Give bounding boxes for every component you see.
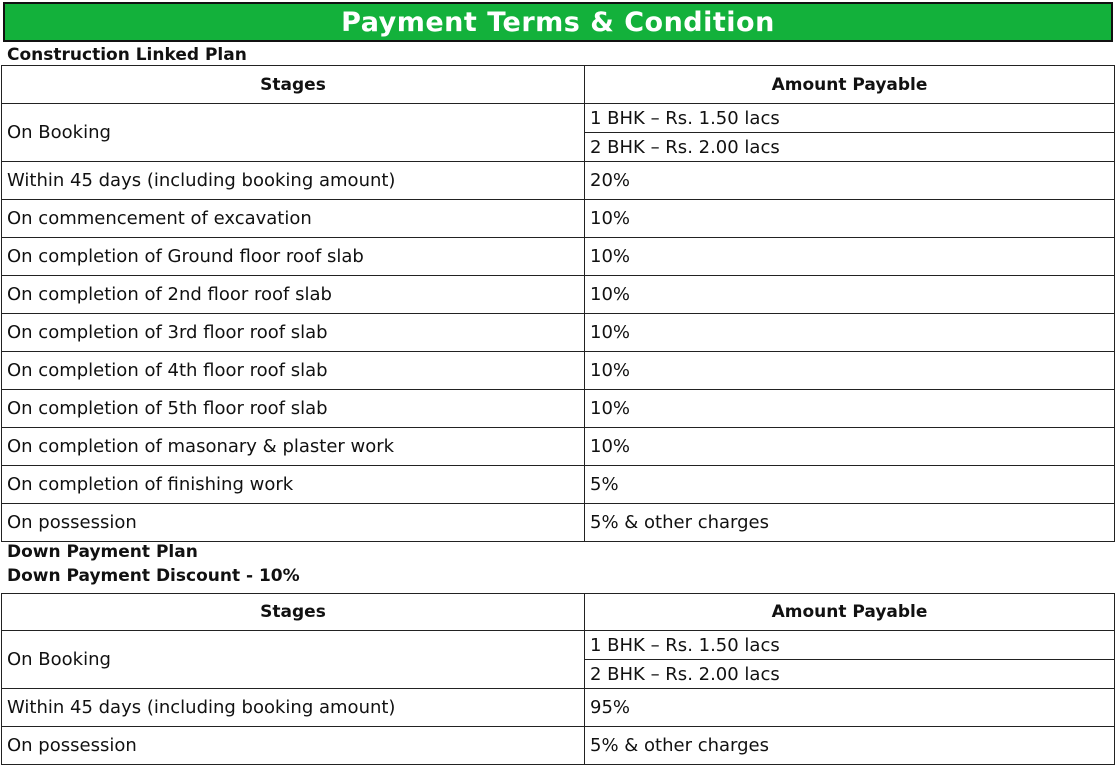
table-row (2, 727, 1115, 765)
stage-cell: On completion of finishing work (2, 466, 585, 504)
table-row (2, 504, 1115, 542)
table-header-row (2, 594, 1115, 631)
table-row (2, 428, 1115, 466)
stage-cell: Within 45 days (including booking amount) (2, 162, 585, 200)
amount-cell: 10% (585, 390, 1115, 428)
table-row (2, 689, 1115, 727)
amount-cell: 10% (585, 352, 1115, 390)
amount-cell: 20% (585, 162, 1115, 200)
amount-cell: 10% (585, 428, 1115, 466)
table-row (2, 104, 1115, 133)
amount-cell: 10% (585, 200, 1115, 238)
stage-cell: On completion of 3rd floor roof slab (2, 314, 585, 352)
amount-cell: 10% (585, 314, 1115, 352)
down-payment-discount: Down Payment Discount - 10% (7, 566, 300, 586)
booking-stage-cell: On Booking (2, 631, 585, 689)
amount-cell: 5% (585, 466, 1115, 504)
booking-amount-2bhk: 2 BHK – Rs. 2.00 lacs (585, 133, 1115, 162)
column-header-amount: Amount Payable (585, 66, 1115, 104)
stage-cell: On completion of Ground floor roof slab (2, 238, 585, 276)
column-header-stages: Stages (2, 66, 585, 104)
down-payment-plan-title: Down Payment Plan (7, 542, 198, 562)
stage-cell: Within 45 days (including booking amount) (2, 689, 585, 727)
amount-cell: 10% (585, 238, 1115, 276)
table-row (2, 162, 1115, 200)
column-header-stages: Stages (2, 594, 585, 631)
stage-cell: On completion of 4th floor roof slab (2, 352, 585, 390)
construction-plan-table (1, 65, 1115, 542)
page-title-banner (3, 2, 1113, 42)
table-row (2, 314, 1115, 352)
amount-cell: 10% (585, 276, 1115, 314)
stage-cell: On completion of 2nd floor roof slab (2, 276, 585, 314)
table-row (2, 352, 1115, 390)
amount-cell: 95% (585, 689, 1115, 727)
construction-plan-title: Construction Linked Plan (7, 45, 247, 65)
stage-cell: On completion of 5th floor roof slab (2, 390, 585, 428)
table-row (2, 276, 1115, 314)
booking-stage-cell: On Booking (2, 104, 585, 162)
stage-cell: On completion of masonary & plaster work (2, 428, 585, 466)
amount-cell: 5% & other charges (585, 504, 1115, 542)
booking-amount-1bhk: 1 BHK – Rs. 1.50 lacs (585, 104, 1115, 133)
stage-cell: On possession (2, 727, 585, 765)
table-row (2, 466, 1115, 504)
amount-cell: 5% & other charges (585, 727, 1115, 765)
booking-amount-2bhk: 2 BHK – Rs. 2.00 lacs (585, 660, 1115, 689)
page-title: Payment Terms & Condition (341, 6, 775, 38)
down-payment-plan-table (1, 593, 1115, 765)
stage-cell: On possession (2, 504, 585, 542)
stage-cell: On commencement of excavation (2, 200, 585, 238)
table-row (2, 200, 1115, 238)
table-row (2, 238, 1115, 276)
booking-amount-1bhk: 1 BHK – Rs. 1.50 lacs (585, 631, 1115, 660)
table-header-row (2, 66, 1115, 104)
column-header-amount: Amount Payable (585, 594, 1115, 631)
table-row (2, 631, 1115, 660)
table-row (2, 390, 1115, 428)
